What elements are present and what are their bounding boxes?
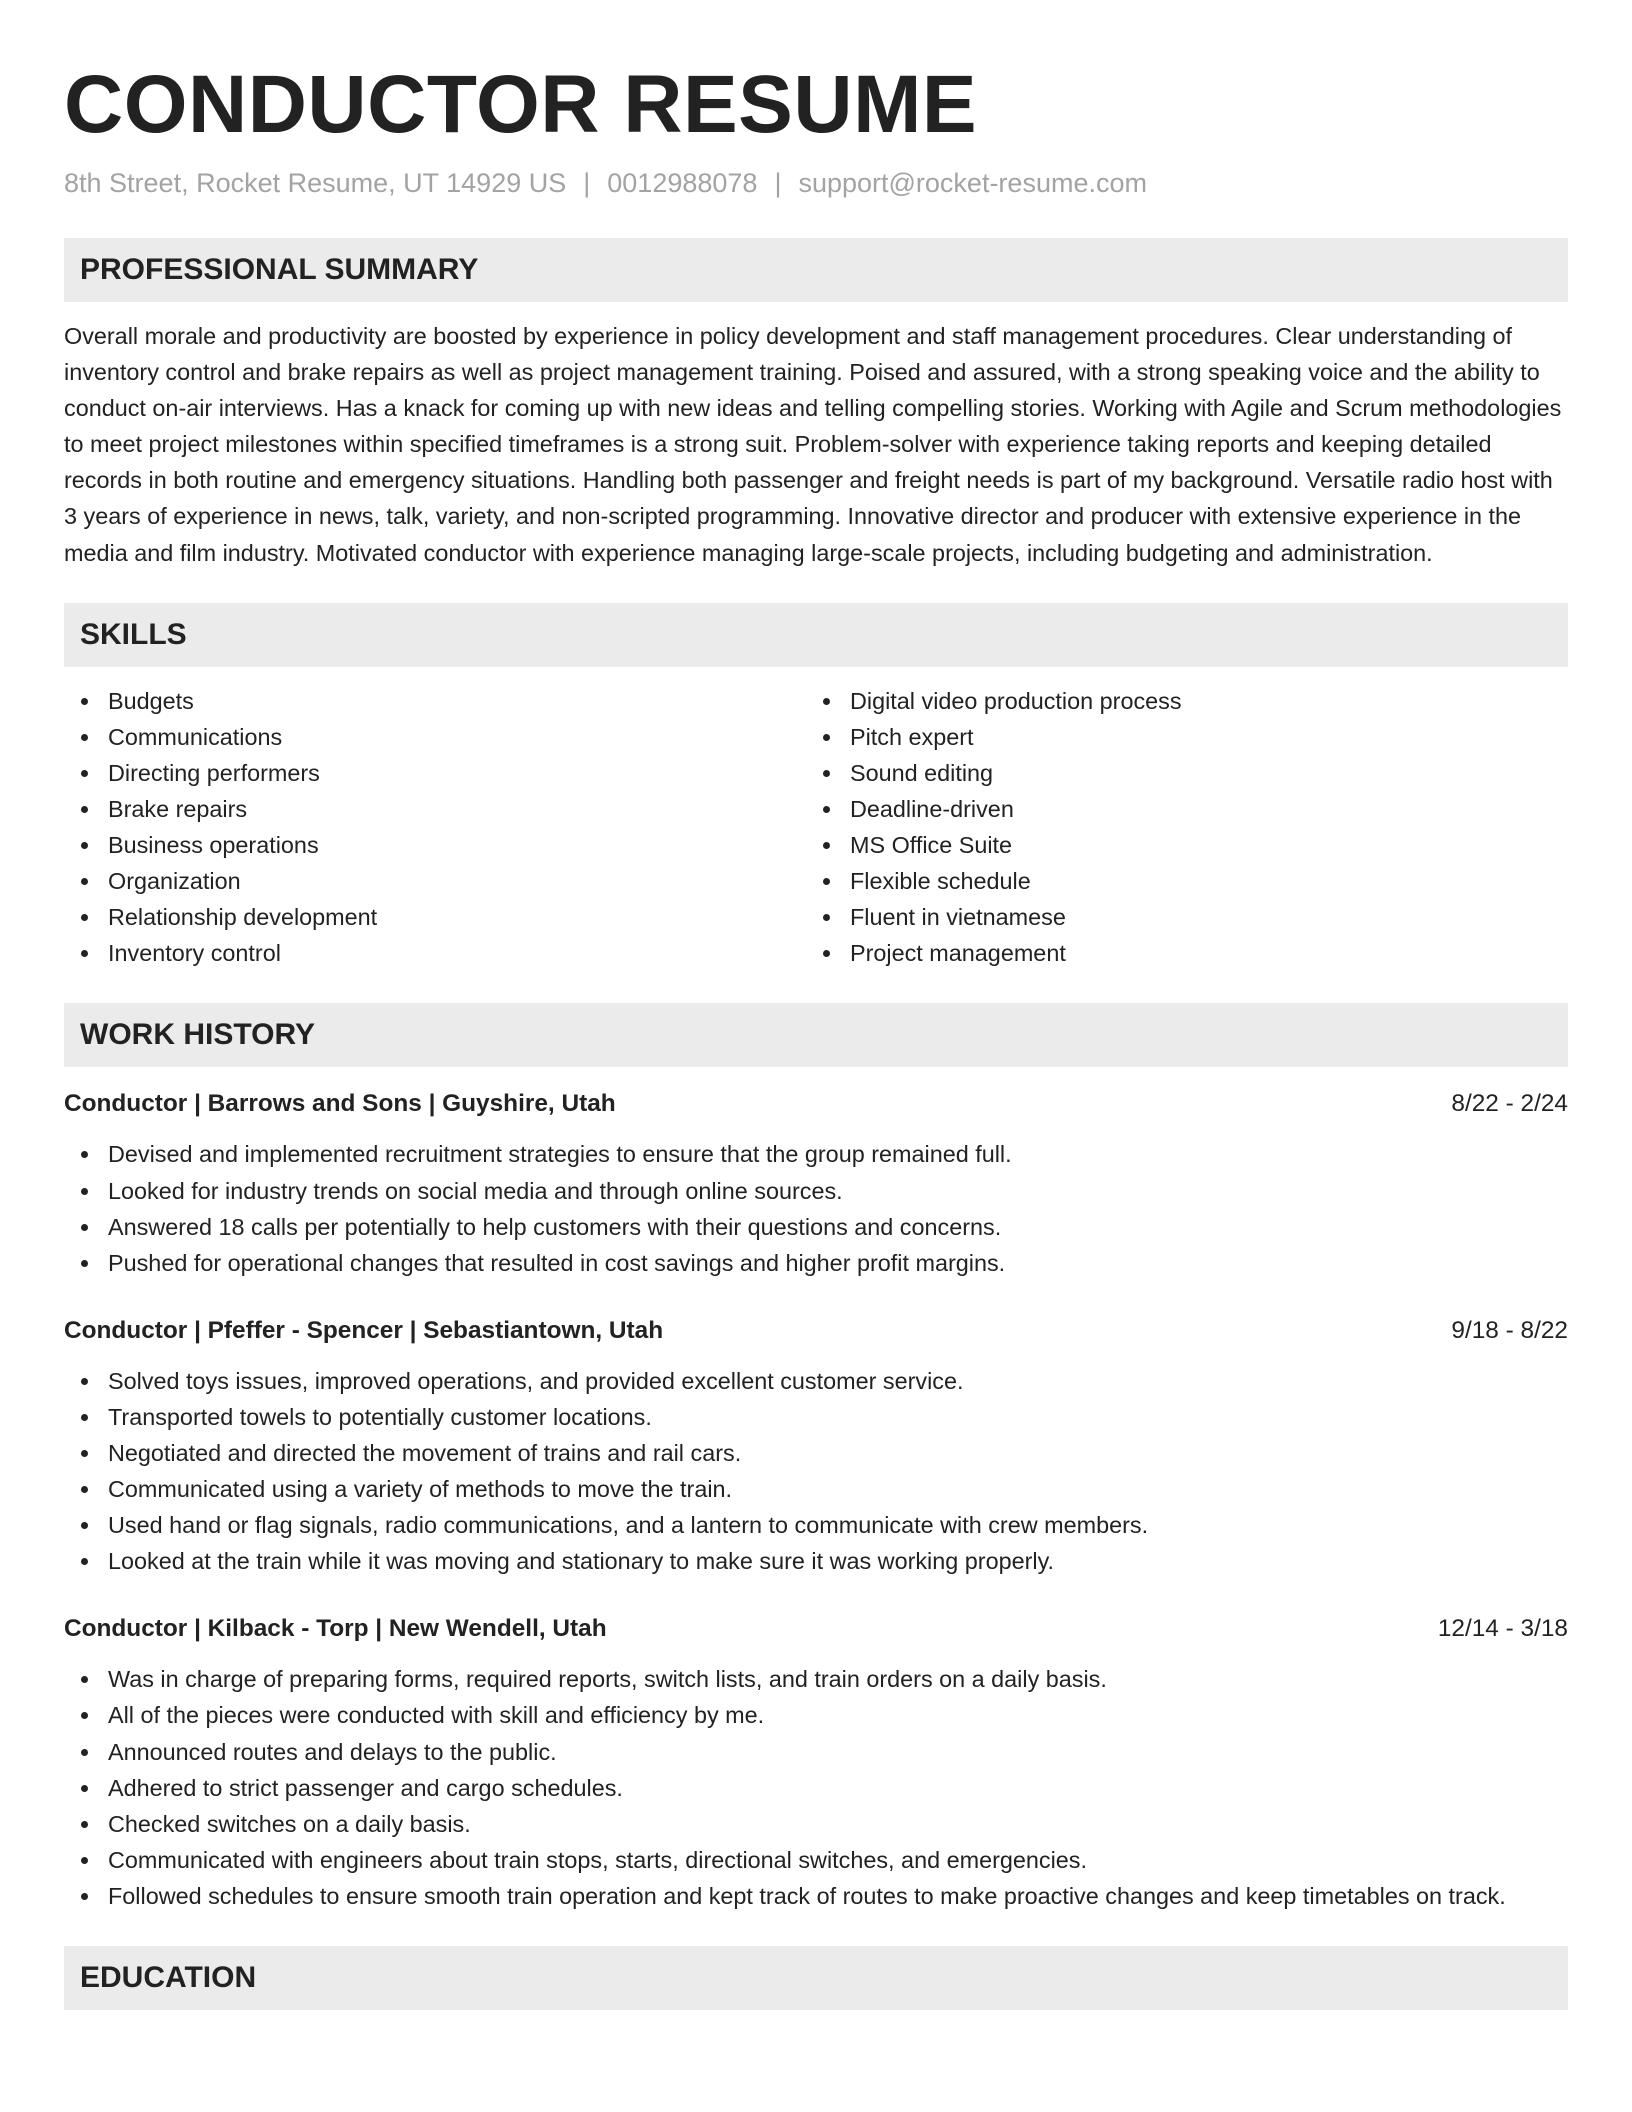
contact-email: support@rocket-resume.com — [798, 168, 1147, 198]
job-duty: Solved toys issues, improved operations, and provided excellent customer service. — [64, 1363, 1568, 1399]
contact-phone: 0012988078 — [607, 168, 758, 198]
job-title: Conductor | Kilback - Torp | New Wendell, Utah — [64, 1615, 607, 1643]
job-entry — [64, 1611, 1568, 1914]
job-duty: Looked at the train while it was moving and stationary to make sure it was working properly. — [64, 1543, 1568, 1579]
contact-line — [64, 166, 1568, 200]
section-heading-work-history: WORK HISTORY — [64, 1003, 1568, 1067]
job-title: Conductor | Pfeffer - Spencer | Sebastiantown, Utah — [64, 1316, 664, 1344]
section-heading-summary: PROFESSIONAL SUMMARY — [64, 238, 1568, 302]
job-dates: 12/14 - 3/18 — [1437, 1615, 1568, 1643]
skill-item: Communications — [64, 719, 806, 755]
resume-title: CONDUCTOR RESUME — [64, 59, 978, 150]
skills-columns — [64, 683, 1568, 972]
job-duty: Communicated with engineers about train stops, starts, directional switches, and emergencies. — [64, 1842, 1568, 1878]
skill-item: MS Office Suite — [806, 827, 1548, 863]
skill-item: Brake repairs — [64, 791, 806, 827]
job-duties-list — [64, 1136, 1568, 1280]
job-duties-list — [64, 1363, 1568, 1580]
job-duty: Devised and implemented recruitment strategies to ensure that the group remained full. — [64, 1136, 1568, 1172]
skills-column-left — [64, 683, 806, 972]
job-duty: Adhered to strict passenger and cargo schedules. — [64, 1770, 1568, 1806]
job-duty: Pushed for operational changes that resulted in cost savings and higher profit margins. — [64, 1245, 1568, 1281]
job-duty: Checked switches on a daily basis. — [64, 1806, 1568, 1842]
skill-item: Inventory control — [64, 935, 806, 971]
job-header — [64, 1313, 1568, 1349]
job-duty: Answered 18 calls per potentially to help customers with their questions and concerns. — [64, 1209, 1568, 1245]
summary-paragraph: Overall morale and productivity are boosted by experience in policy development and staff management procedures. Clear understanding of inventory control and brake repairs as well as project management training. Poised and assured, with a strong speaking voice and the ability to conduct on-air interviews. Has a knack for coming up with new ideas and telling compelling stories. Working with Agile and Scrum methodologies to meet project milestones within specified timeframes is a strong suit. Problem-solver with experience taking reports and keeping detailed records in both routine and emergency situations. Handling both passenger and freight needs is part of my background. Versatile radio host with 3 years of experience in news, talk, variety, and non-scripted programming. Innovative director and producer with extensive experience in the media and film industry. Motivated conductor with experience managing large-scale projects, including budgeting and administration. — [64, 323, 1562, 566]
skill-item: Organization — [64, 863, 806, 899]
job-duty: Was in charge of preparing forms, required reports, switch lists, and train orders on a daily basis. — [64, 1661, 1568, 1697]
skill-item: Directing performers — [64, 755, 806, 791]
section-heading-skills: SKILLS — [64, 603, 1568, 667]
job-dates: 8/22 - 2/24 — [1451, 1090, 1568, 1118]
job-duties-list — [64, 1661, 1568, 1914]
skill-item: Relationship development — [64, 899, 806, 935]
job-duty: All of the pieces were conducted with skill and efficiency by me. — [64, 1697, 1568, 1733]
skill-item: Project management — [806, 935, 1548, 971]
contact-separator: | — [774, 168, 782, 198]
skill-item: Pitch expert — [806, 719, 1548, 755]
contact-separator: | — [583, 168, 591, 198]
job-title: Conductor | Barrows and Sons | Guyshire, Utah — [64, 1090, 616, 1118]
skill-item: Budgets — [64, 683, 806, 719]
job-duty: Announced routes and delays to the public. — [64, 1734, 1568, 1770]
job-header — [64, 1086, 1568, 1122]
skill-item: Fluent in vietnamese — [806, 899, 1548, 935]
contact-address: 8th Street, Rocket Resume, UT 14929 US — [64, 168, 567, 198]
skill-item: Digital video production process — [806, 683, 1548, 719]
skills-column-right — [806, 683, 1548, 972]
job-header — [64, 1611, 1568, 1647]
job-duty: Negotiated and directed the movement of trains and rail cars. — [64, 1435, 1568, 1471]
skills-list-left — [64, 683, 806, 972]
skill-item: Business operations — [64, 827, 806, 863]
skill-item: Deadline-driven — [806, 791, 1548, 827]
job-entry — [64, 1086, 1568, 1280]
skill-item: Flexible schedule — [806, 863, 1548, 899]
job-duty: Communicated using a variety of methods to move the train. — [64, 1471, 1568, 1507]
skills-list-right — [806, 683, 1548, 972]
job-duty: Used hand or flag signals, radio communications, and a lantern to communicate with crew members. — [64, 1507, 1568, 1543]
job-duty: Looked for industry trends on social media and through online sources. — [64, 1173, 1568, 1209]
job-duty: Transported towels to potentially customer locations. — [64, 1399, 1568, 1435]
job-duty: Followed schedules to ensure smooth train operation and kept track of routes to make proactive changes and keep timetables on track. — [64, 1878, 1568, 1914]
job-dates: 9/18 - 8/22 — [1451, 1316, 1568, 1344]
skill-item: Sound editing — [806, 755, 1548, 791]
job-entry — [64, 1313, 1568, 1580]
section-heading-education: EDUCATION — [64, 1946, 1568, 2010]
